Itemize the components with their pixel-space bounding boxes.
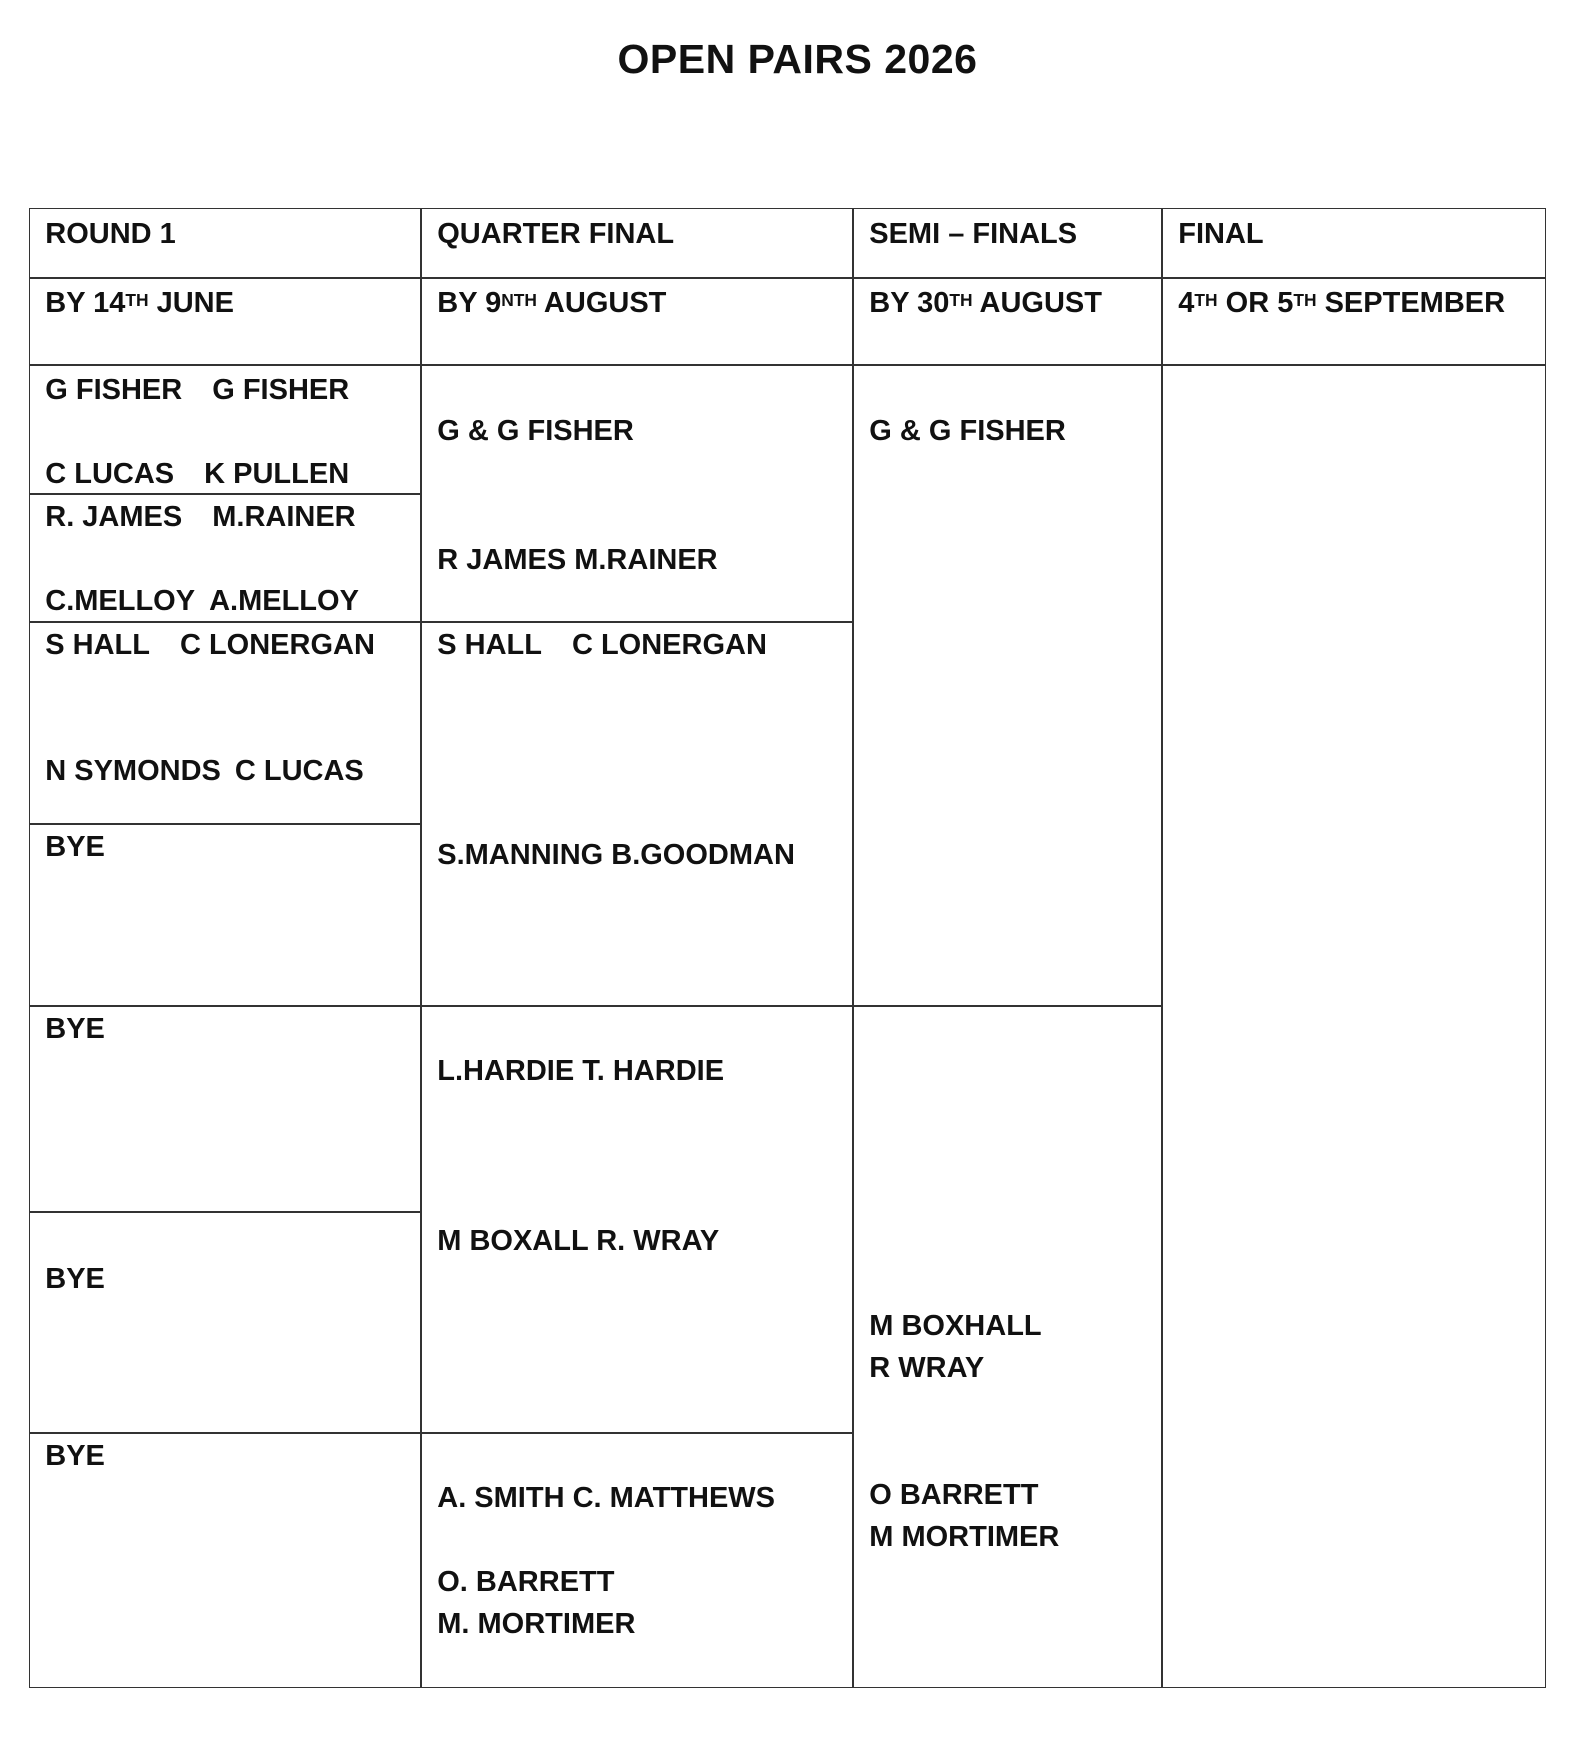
quarter-match-2: [421, 622, 853, 1006]
team-entry: G & G FISHER: [437, 415, 634, 448]
round1-match-7: [29, 1433, 421, 1688]
team-entry: R JAMES M.RAINER: [437, 544, 718, 577]
bye-entry: BYE: [45, 1440, 105, 1473]
semi-match-2: [853, 1006, 1162, 1688]
bye-entry: BYE: [45, 1263, 105, 1296]
round1-match-4: [29, 824, 421, 1006]
header-cell-quarter: [421, 208, 853, 278]
final-match: [1162, 365, 1546, 1688]
deadline-cell-quarter: [421, 278, 853, 365]
team-entry: C.MELLOY A.MELLOY: [45, 585, 359, 618]
team-entry: S.MANNING B.GOODMAN: [437, 839, 795, 872]
team-entry: R WRAY: [869, 1352, 985, 1385]
header-cell-semi: [853, 208, 1162, 278]
deadline-semi: BY 30TH AUGUST: [869, 287, 1102, 320]
header-semi-finals: SEMI – FINALS: [869, 218, 1078, 251]
deadline-quarter: BY $9^{NTH}$ AUGUST: [437, 287, 667, 320]
round1-match-1: [29, 365, 421, 494]
deadline-final: 4TH OR 5TH SEPTEMBER: [1178, 287, 1506, 320]
header-final: FINAL: [1178, 218, 1264, 251]
team-entry: G FISHER G FISHER: [45, 374, 350, 407]
team-entry: M. MORTIMER: [437, 1608, 636, 1641]
team-entry: R. JAMES M.RAINER: [45, 501, 356, 534]
team-entry: S HALL C LONERGAN: [45, 629, 375, 662]
team-entry: M MORTIMER: [869, 1521, 1060, 1554]
round1-match-6: [29, 1212, 421, 1433]
semi-match-1: [853, 365, 1162, 1006]
header-cell-final: [1162, 208, 1546, 278]
team-entry: O BARRETT: [869, 1479, 1039, 1512]
team-entry: G & G FISHER: [869, 415, 1066, 448]
team-entry: S HALL C LONERGAN: [437, 629, 767, 662]
team-entry: N SYMONDS C LUCAS: [45, 755, 364, 788]
bye-entry: BYE: [45, 831, 105, 864]
team-entry: M BOXALL R. WRAY: [437, 1225, 720, 1258]
round1-match-3: [29, 622, 421, 824]
round1-match-5: [29, 1006, 421, 1212]
header-cell-round1: [29, 208, 421, 278]
team-entry: L.HARDIE T. HARDIE: [437, 1055, 725, 1088]
team-entry: M BOXHALL: [869, 1310, 1042, 1343]
team-entry: A. SMITH C. MATTHEWS: [437, 1482, 776, 1515]
bye-entry: BYE: [45, 1013, 105, 1046]
team-entry: C LUCAS K PULLEN: [45, 458, 350, 491]
quarter-match-4: [421, 1433, 853, 1688]
quarter-match-1: [421, 365, 853, 622]
quarter-match-3: [421, 1006, 853, 1433]
page-title: OPEN PAIRS 2026: [617, 36, 978, 82]
deadline-cell-final: [1162, 278, 1546, 365]
team-entry: O. BARRETT: [437, 1566, 615, 1599]
deadline-cell-semi: [853, 278, 1162, 365]
bracket-table: [30, 209, 1547, 1689]
deadline-round1: BY 14TH JUNE: [45, 287, 234, 320]
deadline-cell-round1: [29, 278, 421, 365]
header-round1: ROUND 1: [45, 218, 176, 251]
round1-match-2: [29, 494, 421, 622]
header-quarter-final: QUARTER FINAL: [437, 218, 675, 251]
